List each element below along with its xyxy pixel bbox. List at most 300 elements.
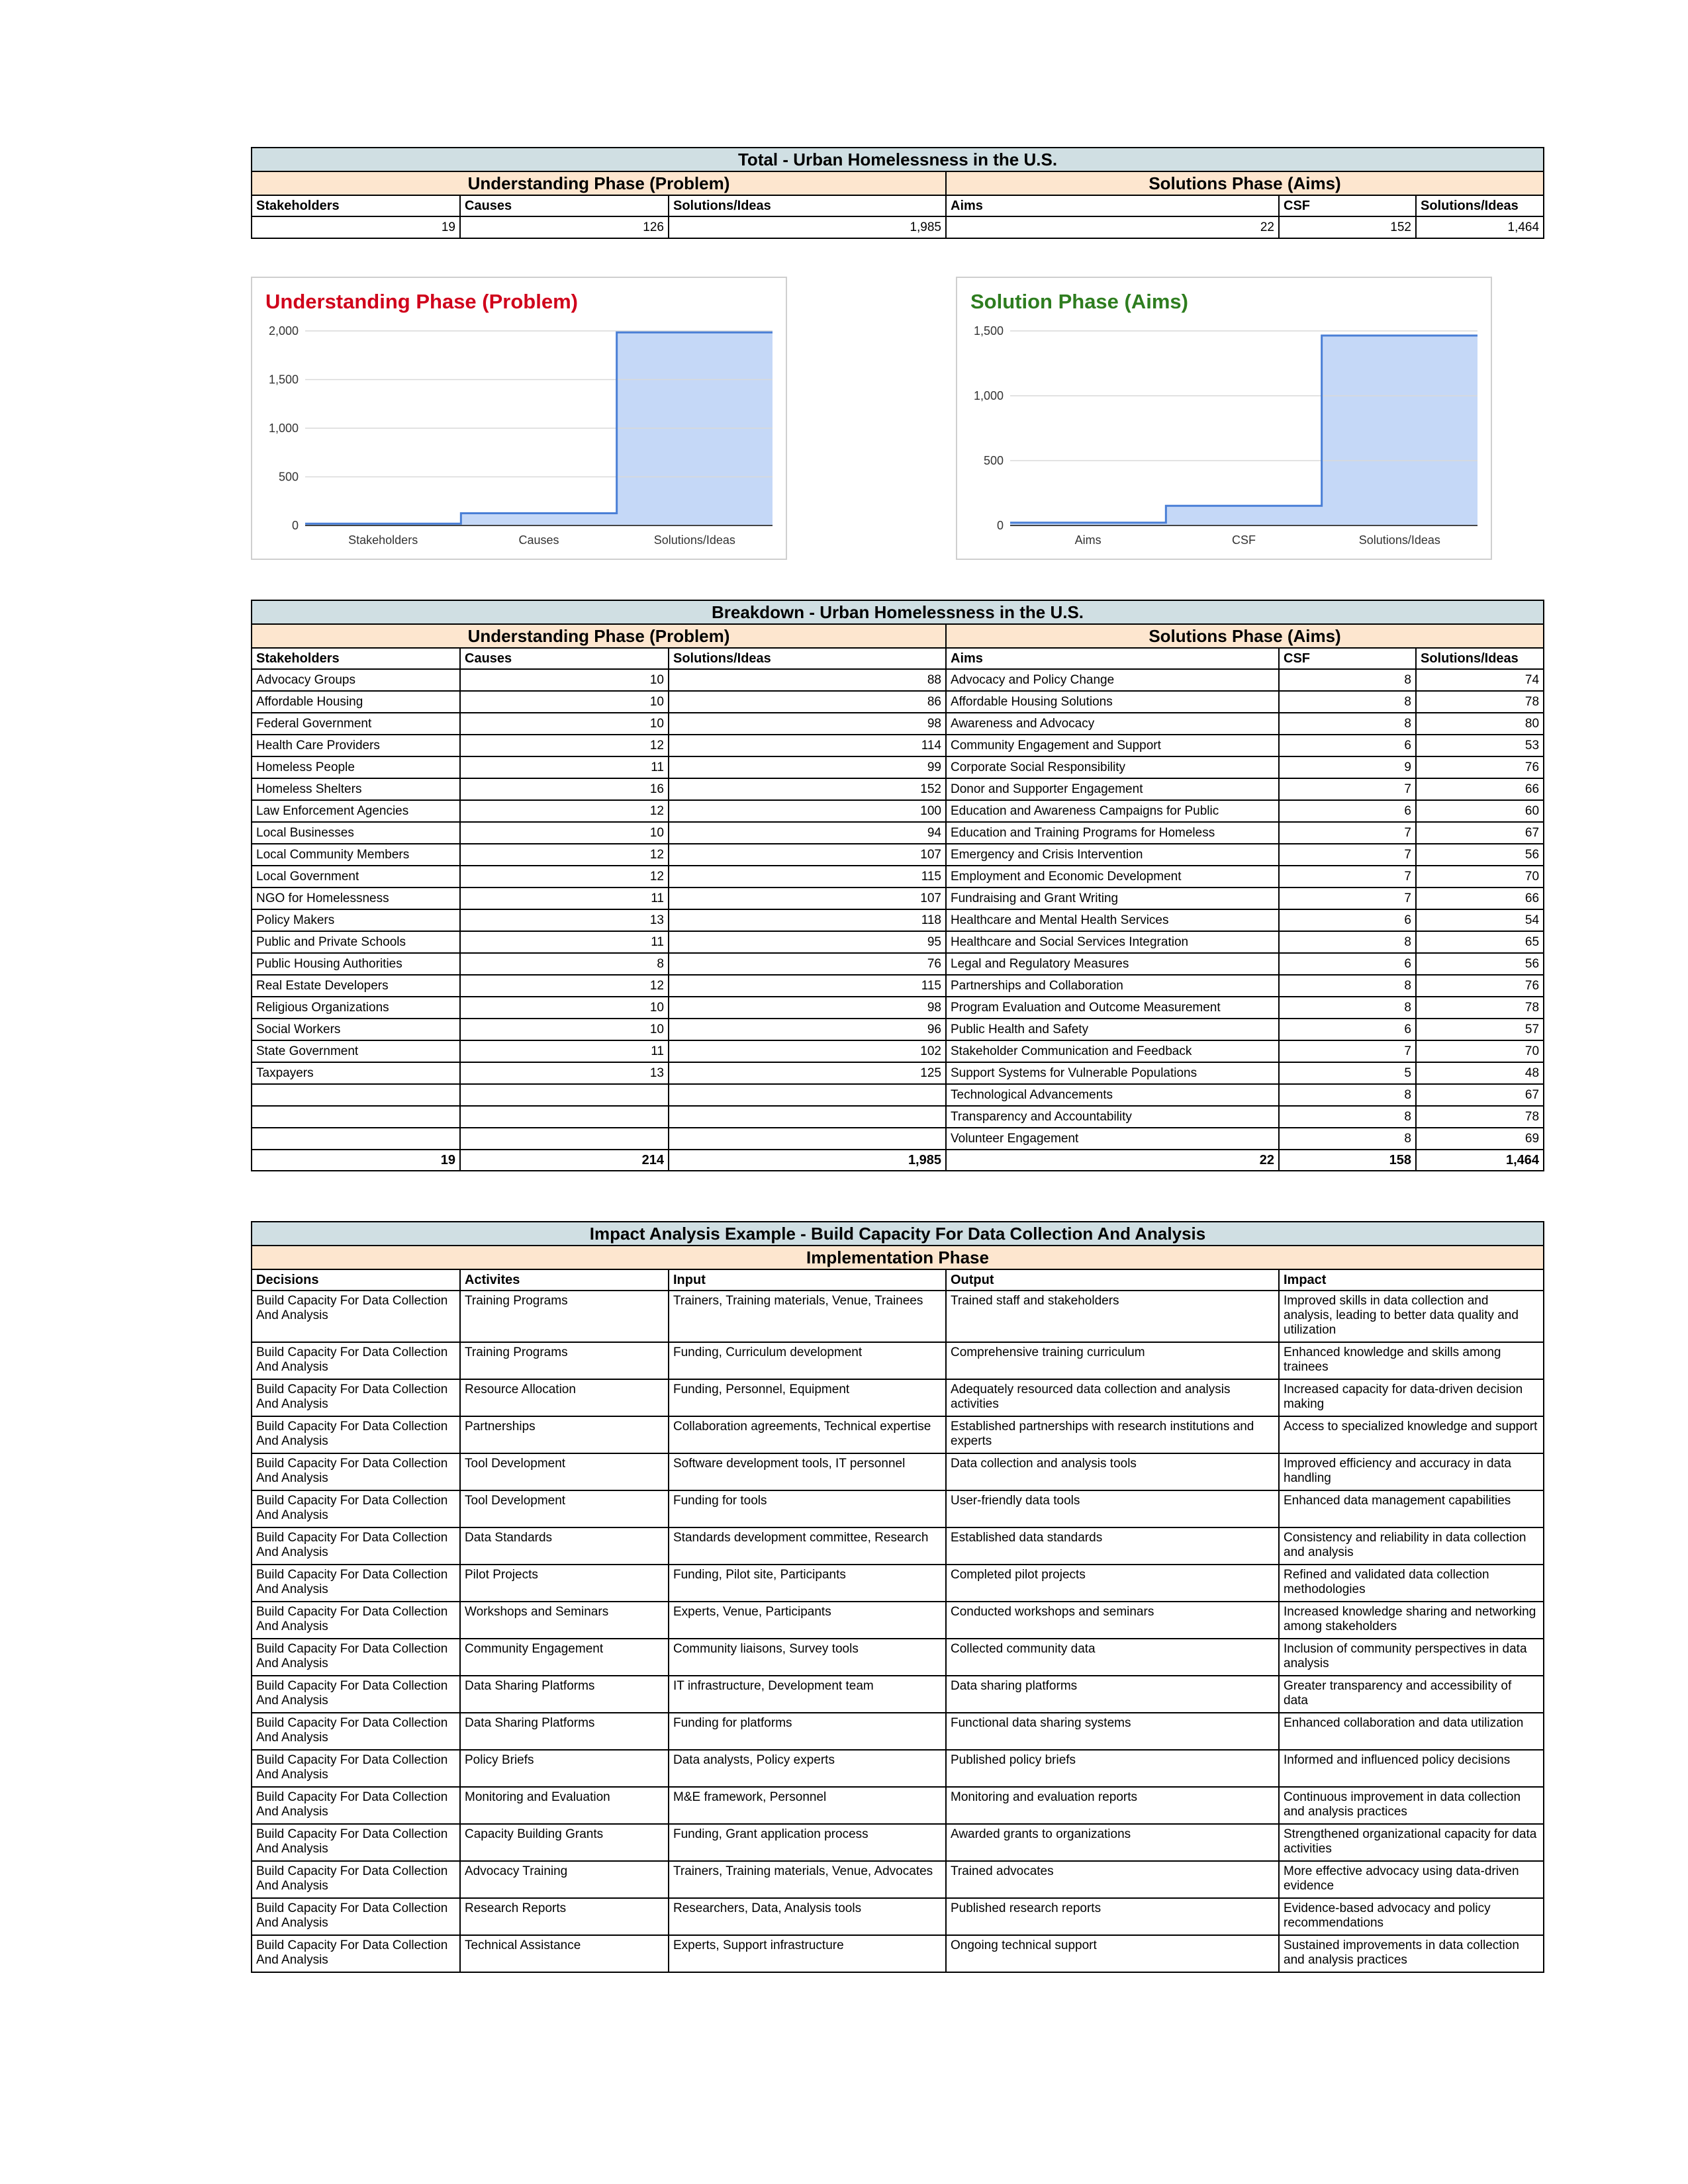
table-cell: 74: [1416, 669, 1544, 691]
table-cell: 8: [1279, 1106, 1416, 1128]
table-cell: 78: [1416, 997, 1544, 1019]
table-cell: 10: [460, 669, 669, 691]
table-cell: [669, 1128, 946, 1150]
table-cell: Build Capacity For Data Collection And Analysis: [252, 1453, 460, 1490]
table-cell: 11: [460, 756, 669, 778]
y-tick-label: 1,500: [973, 324, 1004, 338]
column-header: Solutions/Ideas: [669, 648, 946, 669]
table-cell: Build Capacity For Data Collection And Analysis: [252, 1416, 460, 1453]
table-cell: 8: [1279, 669, 1416, 691]
x-tick-label: CSF: [1232, 533, 1256, 547]
table-row: [252, 1062, 1544, 1084]
column-header: Impact: [1279, 1269, 1544, 1291]
impact-section: [251, 1221, 1543, 1973]
table-row: [252, 1861, 1544, 1898]
table-cell: Data sharing platforms: [946, 1676, 1279, 1713]
total-title: Total - Urban Homelessness in the U.S.: [252, 148, 1544, 171]
table-cell: Taxpayers: [252, 1062, 460, 1084]
total-value: 1,464: [1416, 216, 1544, 238]
table-cell: 67: [1416, 1084, 1544, 1106]
table-cell: Completed pilot projects: [946, 1565, 1279, 1602]
table-cell: 8: [1279, 713, 1416, 735]
table-cell: 95: [669, 931, 946, 953]
table-row: [252, 997, 1544, 1019]
table-cell: 70: [1416, 866, 1544, 887]
table-cell: Experts, Venue, Participants: [669, 1602, 946, 1639]
table-cell: 56: [1416, 844, 1544, 866]
table-cell: 9: [1279, 756, 1416, 778]
total-value: 158: [1279, 1150, 1416, 1171]
y-tick-label: 0: [996, 519, 1004, 532]
table-cell: Continuous improvement in data collection and analysis practices: [1279, 1787, 1544, 1824]
table-cell: 53: [1416, 735, 1544, 756]
table-cell: Community Engagement and Support: [946, 735, 1279, 756]
table-cell: 67: [1416, 822, 1544, 844]
table-cell: Volunteer Engagement: [946, 1128, 1279, 1150]
table-cell: Funding for platforms: [669, 1713, 946, 1750]
table-row: [252, 1291, 1544, 1342]
column-header: CSF: [1279, 648, 1416, 669]
table-cell: 76: [1416, 975, 1544, 997]
y-tick-label: 0: [291, 519, 299, 532]
table-cell: Collaboration agreements, Technical expertise: [669, 1416, 946, 1453]
table-cell: Enhanced collaboration and data utilization: [1279, 1713, 1544, 1750]
solutions-phase-header: Solutions Phase (Aims): [946, 624, 1544, 648]
table-cell: Pilot Projects: [460, 1565, 669, 1602]
table-cell: Religious Organizations: [252, 997, 460, 1019]
understanding-phase-header: Understanding Phase (Problem): [252, 171, 946, 195]
table-cell: Established data standards: [946, 1527, 1279, 1565]
table-cell: Healthcare and Social Services Integration: [946, 931, 1279, 953]
table-cell: Employment and Economic Development: [946, 866, 1279, 887]
table-cell: 125: [669, 1062, 946, 1084]
table-cell: User-friendly data tools: [946, 1490, 1279, 1527]
total-value: 22: [946, 216, 1279, 238]
table-cell: 11: [460, 887, 669, 909]
table-cell: Trained staff and stakeholders: [946, 1291, 1279, 1342]
table-cell: 10: [460, 822, 669, 844]
table-cell: Evidence-based advocacy and policy recommendations: [1279, 1898, 1544, 1935]
table-cell: Monitoring and Evaluation: [460, 1787, 669, 1824]
table-cell: 6: [1279, 909, 1416, 931]
implementation-phase-header: Implementation Phase: [252, 1246, 1544, 1269]
table-cell: 10: [460, 691, 669, 713]
table-cell: 114: [669, 735, 946, 756]
column-header: Aims: [946, 195, 1279, 216]
understanding-chart: [251, 277, 787, 560]
table-cell: 54: [1416, 909, 1544, 931]
table-cell: Build Capacity For Data Collection And Analysis: [252, 1602, 460, 1639]
table-cell: Adequately resourced data collection and analysis activities: [946, 1379, 1279, 1416]
table-cell: Standards development committee, Research: [669, 1527, 946, 1565]
table-cell: Improved efficiency and accuracy in data handling: [1279, 1453, 1544, 1490]
table-cell: 118: [669, 909, 946, 931]
table-cell: Researchers, Data, Analysis tools: [669, 1898, 946, 1935]
total-value: 19: [252, 1150, 460, 1171]
table-cell: 102: [669, 1040, 946, 1062]
table-cell: 12: [460, 800, 669, 822]
table-cell: Policy Briefs: [460, 1750, 669, 1787]
table-cell: Strengthened organizational capacity for data activities: [1279, 1824, 1544, 1861]
table-cell: IT infrastructure, Development team: [669, 1676, 946, 1713]
table-cell: Healthcare and Mental Health Services: [946, 909, 1279, 931]
table-cell: Health Care Providers: [252, 735, 460, 756]
table-cell: Education and Training Programs for Homeless: [946, 822, 1279, 844]
series-area: [305, 332, 773, 525]
table-cell: M&E framework, Personnel: [669, 1787, 946, 1824]
table-cell: Transparency and Accountability: [946, 1106, 1279, 1128]
column-header: Solutions/Ideas: [1416, 648, 1544, 669]
table-cell: 98: [669, 713, 946, 735]
table-cell: 115: [669, 975, 946, 997]
total-value: 152: [1279, 216, 1416, 238]
table-cell: Awareness and Advocacy: [946, 713, 1279, 735]
table-row: [252, 1106, 1544, 1128]
table-cell: 66: [1416, 778, 1544, 800]
table-cell: Sustained improvements in data collection and analysis practices: [1279, 1935, 1544, 1972]
table-cell: Trained advocates: [946, 1861, 1279, 1898]
table-cell: Emergency and Crisis Intervention: [946, 844, 1279, 866]
table-cell: More effective advocacy using data-driven evidence: [1279, 1861, 1544, 1898]
table-cell: Greater transparency and accessibility of data: [1279, 1676, 1544, 1713]
table-cell: Stakeholder Communication and Feedback: [946, 1040, 1279, 1062]
table-cell: 107: [669, 844, 946, 866]
table-cell: 70: [1416, 1040, 1544, 1062]
table-cell: 7: [1279, 1040, 1416, 1062]
table-row: [252, 1824, 1544, 1861]
table-cell: Data analysts, Policy experts: [669, 1750, 946, 1787]
table-cell: Build Capacity For Data Collection And Analysis: [252, 1935, 460, 1972]
table-row: [252, 844, 1544, 866]
solution-chart: [956, 277, 1492, 560]
table-cell: 98: [669, 997, 946, 1019]
table-cell: 8: [1279, 975, 1416, 997]
table-row: [252, 1084, 1544, 1106]
chart-title: Solution Phase (Aims): [970, 290, 1188, 313]
table-row: [252, 1490, 1544, 1527]
table-cell: 16: [460, 778, 669, 800]
table-cell: Public Housing Authorities: [252, 953, 460, 975]
table-cell: 11: [460, 1040, 669, 1062]
table-cell: Established partnerships with research institutions and experts: [946, 1416, 1279, 1453]
total-value: 22: [946, 1150, 1279, 1171]
table-cell: Affordable Housing Solutions: [946, 691, 1279, 713]
breakdown-section: [251, 600, 1543, 1171]
table-cell: 12: [460, 866, 669, 887]
table-row: [252, 953, 1544, 975]
solutions-phase-header: Solutions Phase (Aims): [946, 171, 1544, 195]
y-tick-label: 1,000: [268, 422, 299, 435]
table-row: [252, 800, 1544, 822]
column-header: Decisions: [252, 1269, 460, 1291]
table-cell: 78: [1416, 1106, 1544, 1128]
table-cell: 48: [1416, 1062, 1544, 1084]
table-cell: 99: [669, 756, 946, 778]
table-row: [252, 669, 1544, 691]
table-cell: Fundraising and Grant Writing: [946, 887, 1279, 909]
table-cell: 8: [1279, 997, 1416, 1019]
table-row: [252, 1527, 1544, 1565]
table-cell: Community liaisons, Survey tools: [669, 1639, 946, 1676]
total-value: 1,985: [669, 1150, 946, 1171]
table-cell: 12: [460, 975, 669, 997]
table-cell: Affordable Housing: [252, 691, 460, 713]
table-cell: Tool Development: [460, 1490, 669, 1527]
table-cell: Law Enforcement Agencies: [252, 800, 460, 822]
table-cell: [252, 1084, 460, 1106]
table-cell: Data Sharing Platforms: [460, 1713, 669, 1750]
table-cell: Build Capacity For Data Collection And Analysis: [252, 1713, 460, 1750]
table-cell: Data collection and analysis tools: [946, 1453, 1279, 1490]
table-cell: Partnerships: [460, 1416, 669, 1453]
table-cell: 88: [669, 669, 946, 691]
table-cell: Homeless Shelters: [252, 778, 460, 800]
table-row: [252, 1676, 1544, 1713]
table-cell: Workshops and Seminars: [460, 1602, 669, 1639]
table-cell: Funding, Grant application process: [669, 1824, 946, 1861]
table-cell: 8: [1279, 691, 1416, 713]
y-tick-label: 2,000: [268, 324, 299, 338]
table-cell: [252, 1106, 460, 1128]
column-header: Input: [669, 1269, 946, 1291]
y-tick-label: 500: [278, 470, 299, 484]
table-cell: Community Engagement: [460, 1639, 669, 1676]
impact-table: [251, 1221, 1544, 1973]
column-header: Aims: [946, 648, 1279, 669]
table-row: [252, 1019, 1544, 1040]
total-table: [251, 147, 1544, 239]
table-cell: Training Programs: [460, 1291, 669, 1342]
table-cell: Funding, Curriculum development: [669, 1342, 946, 1379]
table-row: [252, 1750, 1544, 1787]
table-cell: 65: [1416, 931, 1544, 953]
table-cell: Build Capacity For Data Collection And Analysis: [252, 1490, 460, 1527]
table-row: [252, 1713, 1544, 1750]
table-cell: Advocacy and Policy Change: [946, 669, 1279, 691]
total-section: [251, 147, 1543, 239]
table-cell: Build Capacity For Data Collection And Analysis: [252, 1750, 460, 1787]
table-cell: [460, 1106, 669, 1128]
chart-title: Understanding Phase (Problem): [265, 290, 578, 313]
table-row: [252, 1639, 1544, 1676]
x-tick-label: Solutions/Ideas: [1358, 533, 1440, 547]
table-cell: Legal and Regulatory Measures: [946, 953, 1279, 975]
table-cell: 96: [669, 1019, 946, 1040]
table-cell: Build Capacity For Data Collection And Analysis: [252, 1824, 460, 1861]
table-cell: 66: [1416, 887, 1544, 909]
table-cell: Experts, Support infrastructure: [669, 1935, 946, 1972]
series-area: [1010, 336, 1477, 525]
table-cell: Advocacy Training: [460, 1861, 669, 1898]
table-cell: Advocacy Groups: [252, 669, 460, 691]
table-cell: 152: [669, 778, 946, 800]
table-cell: 12: [460, 735, 669, 756]
solution-chart-svg: [957, 278, 1491, 559]
total-value: 1,985: [669, 216, 946, 238]
table-cell: Data Standards: [460, 1527, 669, 1565]
table-cell: Build Capacity For Data Collection And Analysis: [252, 1861, 460, 1898]
table-row: [252, 1565, 1544, 1602]
table-cell: 8: [1279, 931, 1416, 953]
table-cell: Functional data sharing systems: [946, 1713, 1279, 1750]
table-cell: 115: [669, 866, 946, 887]
y-tick-label: 1,500: [268, 373, 299, 387]
table-cell: Trainers, Training materials, Venue, Trainees: [669, 1291, 946, 1342]
table-cell: [252, 1128, 460, 1150]
table-cell: Software development tools, IT personnel: [669, 1453, 946, 1490]
table-cell: Data Sharing Platforms: [460, 1676, 669, 1713]
table-cell: Increased knowledge sharing and networking among stakeholders: [1279, 1602, 1544, 1639]
table-cell: Build Capacity For Data Collection And Analysis: [252, 1379, 460, 1416]
table-cell: 10: [460, 997, 669, 1019]
table-row: [252, 1040, 1544, 1062]
table-cell: 76: [669, 953, 946, 975]
table-cell: 57: [1416, 1019, 1544, 1040]
table-cell: 6: [1279, 735, 1416, 756]
table-row: [252, 756, 1544, 778]
column-header: Causes: [460, 195, 669, 216]
table-row: [252, 1935, 1544, 1972]
table-cell: Build Capacity For Data Collection And Analysis: [252, 1291, 460, 1342]
table-row: [252, 691, 1544, 713]
table-cell: Research Reports: [460, 1898, 669, 1935]
y-tick-label: 500: [983, 454, 1004, 467]
table-cell: 8: [460, 953, 669, 975]
table-cell: 86: [669, 691, 946, 713]
table-cell: Program Evaluation and Outcome Measurement: [946, 997, 1279, 1019]
table-cell: Collected community data: [946, 1639, 1279, 1676]
table-cell: 60: [1416, 800, 1544, 822]
table-cell: 5: [1279, 1062, 1416, 1084]
total-value: 19: [252, 216, 460, 238]
x-tick-label: Aims: [1074, 533, 1102, 547]
table-row: [252, 931, 1544, 953]
table-row: [252, 713, 1544, 735]
table-cell: Build Capacity For Data Collection And Analysis: [252, 1527, 460, 1565]
y-tick-label: 1,000: [973, 389, 1004, 402]
x-tick-label: Causes: [518, 533, 559, 547]
column-header: CSF: [1279, 195, 1416, 216]
table-cell: Technological Advancements: [946, 1084, 1279, 1106]
column-header: Solutions/Ideas: [669, 195, 946, 216]
column-header: Output: [946, 1269, 1279, 1291]
table-cell: 8: [1279, 1084, 1416, 1106]
table-cell: 12: [460, 844, 669, 866]
table-cell: 69: [1416, 1128, 1544, 1150]
table-cell: 6: [1279, 1019, 1416, 1040]
table-cell: Build Capacity For Data Collection And Analysis: [252, 1342, 460, 1379]
table-cell: Public and Private Schools: [252, 931, 460, 953]
table-row: [252, 1453, 1544, 1490]
table-cell: Support Systems for Vulnerable Populations: [946, 1062, 1279, 1084]
table-cell: 78: [1416, 691, 1544, 713]
table-cell: Funding, Personnel, Equipment: [669, 1379, 946, 1416]
table-cell: 10: [460, 1019, 669, 1040]
column-header: Stakeholders: [252, 648, 460, 669]
table-cell: Published research reports: [946, 1898, 1279, 1935]
table-cell: Published policy briefs: [946, 1750, 1279, 1787]
table-cell: 7: [1279, 844, 1416, 866]
table-cell: 76: [1416, 756, 1544, 778]
table-cell: Real Estate Developers: [252, 975, 460, 997]
table-cell: [669, 1084, 946, 1106]
table-cell: Federal Government: [252, 713, 460, 735]
table-cell: Capacity Building Grants: [460, 1824, 669, 1861]
table-row: [252, 1602, 1544, 1639]
total-value: 1,464: [1416, 1150, 1544, 1171]
table-row: [252, 909, 1544, 931]
table-row: [252, 975, 1544, 997]
table-cell: Refined and validated data collection methodologies: [1279, 1565, 1544, 1602]
table-cell: Social Workers: [252, 1019, 460, 1040]
table-cell: Tool Development: [460, 1453, 669, 1490]
column-header: Stakeholders: [252, 195, 460, 216]
x-tick-label: Stakeholders: [348, 533, 418, 547]
table-cell: Monitoring and evaluation reports: [946, 1787, 1279, 1824]
table-cell: 7: [1279, 866, 1416, 887]
table-row: [252, 822, 1544, 844]
table-cell: Build Capacity For Data Collection And Analysis: [252, 1639, 460, 1676]
table-cell: 100: [669, 800, 946, 822]
column-header: Causes: [460, 648, 669, 669]
table-cell: Policy Makers: [252, 909, 460, 931]
table-cell: Build Capacity For Data Collection And Analysis: [252, 1787, 460, 1824]
table-cell: Funding for tools: [669, 1490, 946, 1527]
table-cell: Funding, Pilot site, Participants: [669, 1565, 946, 1602]
table-cell: Homeless People: [252, 756, 460, 778]
table-row: [252, 778, 1544, 800]
table-cell: Corporate Social Responsibility: [946, 756, 1279, 778]
table-row: [252, 866, 1544, 887]
table-cell: Build Capacity For Data Collection And Analysis: [252, 1898, 460, 1935]
table-cell: 13: [460, 1062, 669, 1084]
table-cell: Access to specialized knowledge and support: [1279, 1416, 1544, 1453]
column-header: Activites: [460, 1269, 669, 1291]
breakdown-table: [251, 600, 1544, 1171]
table-cell: 8: [1279, 1128, 1416, 1150]
table-row: [252, 735, 1544, 756]
total-value: 214: [460, 1150, 669, 1171]
total-value: 126: [460, 216, 669, 238]
table-cell: Donor and Supporter Engagement: [946, 778, 1279, 800]
x-tick-label: Solutions/Ideas: [653, 533, 735, 547]
table-cell: 7: [1279, 778, 1416, 800]
column-header: Solutions/Ideas: [1416, 195, 1544, 216]
table-cell: Resource Allocation: [460, 1379, 669, 1416]
table-row: [252, 1379, 1544, 1416]
table-cell: Local Government: [252, 866, 460, 887]
table-cell: 80: [1416, 713, 1544, 735]
table-cell: Informed and influenced policy decisions: [1279, 1750, 1544, 1787]
table-cell: Awarded grants to organizations: [946, 1824, 1279, 1861]
table-cell: Increased capacity for data-driven decision making: [1279, 1379, 1544, 1416]
table-cell: 56: [1416, 953, 1544, 975]
table-cell: State Government: [252, 1040, 460, 1062]
table-cell: Inclusion of community perspectives in data analysis: [1279, 1639, 1544, 1676]
table-cell: NGO for Homelessness: [252, 887, 460, 909]
impact-title: Impact Analysis Example - Build Capacity For Data Collection And Analysis: [252, 1222, 1544, 1246]
understanding-phase-header: Understanding Phase (Problem): [252, 624, 946, 648]
table-row: [252, 1342, 1544, 1379]
table-cell: 11: [460, 931, 669, 953]
table-cell: 13: [460, 909, 669, 931]
table-cell: 10: [460, 713, 669, 735]
table-cell: Comprehensive training curriculum: [946, 1342, 1279, 1379]
table-cell: 7: [1279, 887, 1416, 909]
table-cell: Trainers, Training materials, Venue, Advocates: [669, 1861, 946, 1898]
table-row: [252, 1128, 1544, 1150]
table-cell: Ongoing technical support: [946, 1935, 1279, 1972]
